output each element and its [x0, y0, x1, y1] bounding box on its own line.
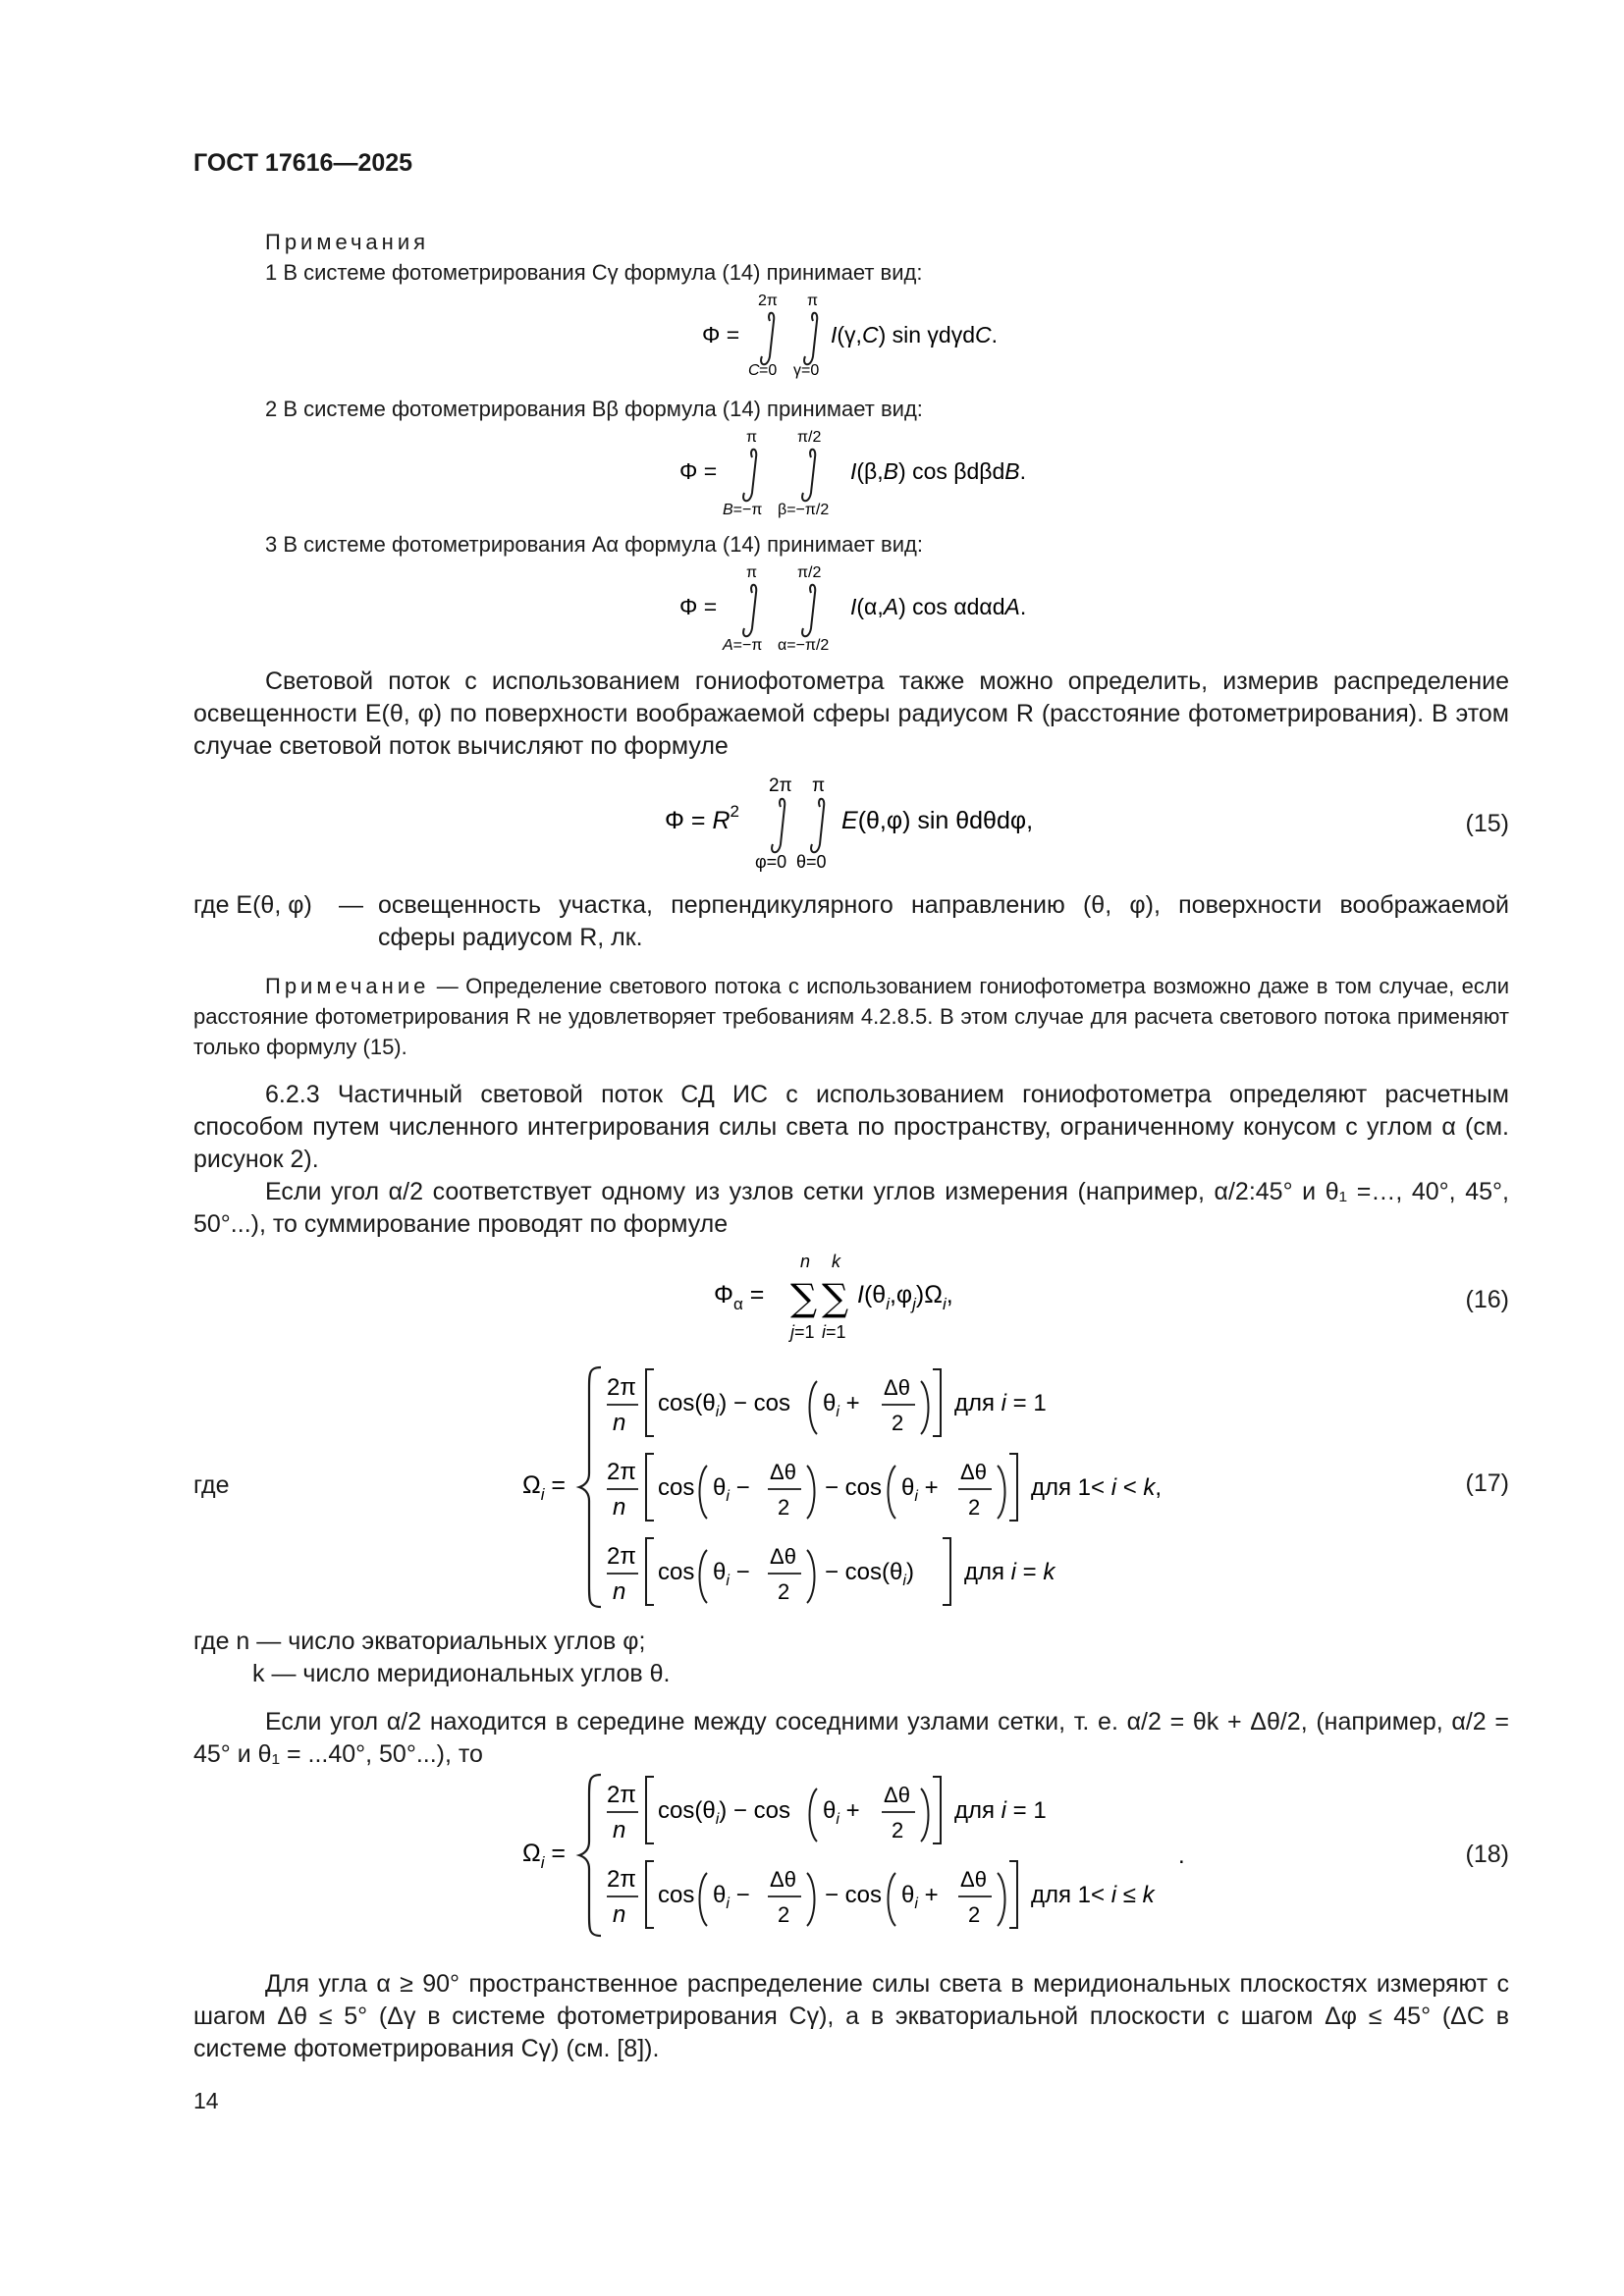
equation-18 — [511, 1767, 1198, 1944]
svg-text:2: 2 — [968, 1902, 981, 1927]
svg-text:θi +: $\theta_i$ + — [901, 1474, 939, 1505]
svg-text:для i = 1: для i = 1 — [954, 1797, 1047, 1824]
svg-text:θi +: $\theta_i$ + — [901, 1882, 939, 1912]
equation-18-number: (18) — [1465, 1841, 1509, 1868]
svg-text:n: n — [613, 1817, 626, 1843]
svg-text:для i = 1: для i = 1 — [954, 1390, 1047, 1416]
svg-text:θi +: $\theta_i$ + — [823, 1390, 860, 1420]
where-17-line-2: k — число меридиональных углов θ. — [252, 1660, 671, 1687]
equation-17-number: (17) — [1465, 1469, 1509, 1497]
equation-18-case-1 — [607, 1777, 1047, 1843]
svg-text:Ωi =: $\Omega_i$ = — [522, 1840, 567, 1872]
svg-text:θi −: $\theta_i$ − — [713, 1882, 750, 1912]
svg-text:Δθ: Δθ — [770, 1460, 796, 1484]
svg-text:Φ =: Φ = — [679, 594, 718, 619]
svg-text:Δθ: Δθ — [884, 1375, 910, 1400]
svg-text:π: π — [746, 429, 758, 446]
svg-text:Φ =: Φ = — [679, 458, 718, 484]
svg-text:2π: 2π — [758, 293, 778, 309]
svg-text:cos(θi) − cos: $\cos(\theta_i) - \cos$ — [658, 1797, 790, 1828]
svg-text:θ=0: θ=0 — [796, 852, 827, 872]
formula-note3 — [668, 563, 1060, 658]
svg-text:n: n — [613, 1901, 626, 1928]
svg-text:для 1< i < k,: для 1< i < k, — [1031, 1474, 1163, 1501]
svg-text:− cos: − cos — [825, 1882, 883, 1908]
svg-text:n: n — [613, 1578, 626, 1605]
svg-text:φ=0: φ=0 — [755, 852, 787, 872]
svg-text:I(θi,φj)Ωi,: $I(\theta_i,\varphi_j)\Omega_i$, — [857, 1281, 953, 1313]
svg-text:− cos(θi): − $\cos(\theta_i)$ — [825, 1559, 914, 1589]
where-15-dash: — — [339, 891, 363, 919]
svg-text:Φ = R2: $\Phi = R^2$ — [665, 802, 739, 834]
svg-text:Φ =: Φ = — [702, 322, 740, 347]
svg-text:2π: 2π — [607, 1543, 636, 1570]
svg-text:A=−π: A=−π — [723, 637, 763, 654]
where-17-line-1: где n — число экваториальных углов φ; — [193, 1628, 646, 1655]
equation-17 — [511, 1360, 1198, 1617]
svg-text:cos: cos — [658, 1559, 695, 1585]
svg-text:θi −: $\theta_i$ − — [713, 1474, 750, 1505]
svg-text:B=−π: B=−π — [723, 502, 763, 518]
svg-text:π: π — [746, 564, 758, 581]
svg-text:Δθ: Δθ — [960, 1867, 987, 1892]
svg-text:∑: ∑ — [790, 1276, 818, 1319]
svg-text:2π: 2π — [607, 1782, 636, 1808]
svg-text:θi −: $\theta_i$ − — [713, 1559, 750, 1589]
note-1: 1 В системе фотометрирования Cγ формула (14) принимает вид: — [265, 260, 923, 285]
svg-text:Δθ: Δθ — [770, 1867, 796, 1892]
svg-text:n: n — [613, 1494, 626, 1521]
svg-text:n: n — [613, 1410, 626, 1436]
note-3: 3 В системе фотометрирования Aα формула (14) принимает вид: — [265, 532, 923, 557]
svg-text:для i = k: для i = k — [964, 1559, 1056, 1585]
svg-text:i=1: i=1 — [822, 1322, 846, 1342]
svg-text:n: n — [800, 1252, 811, 1271]
svg-text:π: π — [812, 775, 826, 796]
formula-note2 — [668, 428, 1060, 522]
svg-text:β=−π/2: β=−π/2 — [778, 502, 830, 518]
svg-text:α=−π/2: α=−π/2 — [778, 637, 830, 654]
svg-text:2: 2 — [968, 1495, 981, 1520]
svg-text:2π: 2π — [607, 1374, 636, 1401]
svg-text:Δθ: Δθ — [960, 1460, 987, 1484]
svg-text:I(α,A) cos αdαdA.: I(α,A) cos αdαdA. — [850, 594, 1027, 619]
svg-text:cos: cos — [658, 1882, 695, 1908]
svg-text:Ωi =: $\Omega_i$ = — [522, 1471, 567, 1504]
paragraph-grid-node: Если угол α/2 соответствует одному из узлов сетки углов измерения (например, α/2:45° и θ₁ =…, 40°, 45°, 50°...), то суммирование проводят по формуле — [193, 1178, 1509, 1238]
svg-text:cos: cos — [658, 1474, 695, 1501]
paragraph-mid-node: Если угол α/2 находится в середине между соседними узлами сетки, т. е. α/2 = θk + Δθ/2, (например, α/2 = 45° и θ₁ = ...40°, 50°...), то — [193, 1708, 1509, 1768]
svg-text:2: 2 — [778, 1579, 790, 1604]
page-number: 14 — [193, 2088, 219, 2113]
svg-text:2: 2 — [892, 1411, 904, 1435]
svg-text:Δθ: Δθ — [884, 1783, 910, 1807]
svg-text:π: π — [807, 293, 819, 309]
svg-text:для 1< i ≤ k: для 1< i ≤ k — [1031, 1882, 1155, 1908]
paragraph-6-2-3: 6.2.3 Частичный световой поток СД ИС с использованием гониофотометра определяют расчетным способом путем численного интегрирования силы света по пространству, ограниченному конусом с углом α (см. рисунок 2). — [193, 1081, 1509, 1173]
svg-text:Δθ: Δθ — [770, 1544, 796, 1569]
svg-text:k: k — [832, 1252, 840, 1271]
svg-text:E(θ,φ) sin θdθdφ,: E(θ,φ) sin θdθdφ, — [841, 807, 1034, 834]
svg-text:cos(θi) − cos: $\cos(\theta_i) - \cos$ — [658, 1390, 790, 1420]
paragraph-flux-illuminance: Световой поток с использованием гониофотометра также можно определить, измерив распределение освещенности E(θ, φ) по поверхности воображаемой сферы радиусом R (расстояние фотометрирования). В этом случае световой поток вычисляют по формуле — [193, 667, 1509, 760]
equation-15 — [663, 775, 1075, 874]
notes-heading: Примечания — [265, 230, 430, 254]
svg-text:I(γ,C) sin γdγdC.: I(γ,C) sin γdγdC. — [831, 322, 999, 347]
svg-text:I(β,B) cos βdβdB.: I(β,B) cos βdβdB. — [850, 458, 1027, 484]
equation-18-dot: . — [1178, 1842, 1185, 1869]
svg-text:2π: 2π — [607, 1459, 636, 1485]
svg-text:2π: 2π — [607, 1866, 636, 1893]
svg-text:=0: =0 — [759, 362, 778, 379]
svg-text:π/2: π/2 — [797, 429, 822, 446]
svg-text:2: 2 — [892, 1818, 904, 1842]
equation-15-number: (15) — [1465, 810, 1509, 837]
svg-text:2π: 2π — [769, 775, 792, 796]
equation-16-number: (16) — [1465, 1286, 1509, 1313]
svg-text:− cos: − cos — [825, 1474, 883, 1501]
equation-16 — [712, 1252, 1006, 1342]
svg-text:γ=0: γ=0 — [793, 362, 820, 379]
equation-17-case-1 — [607, 1369, 1047, 1436]
equation-18-case-2 — [607, 1861, 1157, 1928]
equation-17-case-2 — [607, 1454, 1162, 1521]
note-2: 2 В системе фотометрирования Bβ формула (14) принимает вид: — [265, 397, 923, 421]
formula-note1 — [687, 292, 1041, 382]
where-17-label: где — [193, 1471, 230, 1499]
note-single-label: Примечание — [265, 974, 430, 998]
where-15-term: где E(θ, φ) — [193, 891, 312, 919]
note-single — [193, 971, 1509, 1062]
svg-text:Φα =: $\Phi_\alpha$ = — [714, 1281, 765, 1313]
where-15-description: освещенность участка, перпендикулярного направлению (θ, φ), поверхности воображаемой сферы радиусом R, лк. — [378, 891, 1509, 951]
paragraph-angle-step: Для угла α ≥ 90° пространственное распределение силы света в меридиональных плоскостях измеряют с шагом Δθ ≤ 5° (Δγ в системе фотометрирования Cγ), а в экваториальной плоскости с шагом Δφ ≤ 45° (ΔC в системе фотометрирования Cγ) (см. [8]). — [193, 1970, 1509, 2062]
svg-text:π/2: π/2 — [797, 564, 822, 581]
svg-text:2: 2 — [778, 1902, 790, 1927]
svg-text:2: 2 — [778, 1495, 790, 1520]
document-header: ГОСТ 17616—2025 — [193, 149, 413, 177]
note-single-text: — Определение светового потока с использованием гониофотометра возможно даже в том случае, если расстояние фотометрирования R не удовлетворяет требованиям 4.2.8.5. В этом случае для расчета светового потока применяют только формулу (15). — [193, 974, 1509, 1059]
svg-text:θi +: $\theta_i$ + — [823, 1797, 860, 1828]
svg-text:C: C — [748, 362, 760, 379]
svg-text:j=1: j=1 — [790, 1322, 815, 1342]
equation-17-case-3 — [607, 1538, 1056, 1605]
svg-text:∑: ∑ — [822, 1276, 849, 1319]
